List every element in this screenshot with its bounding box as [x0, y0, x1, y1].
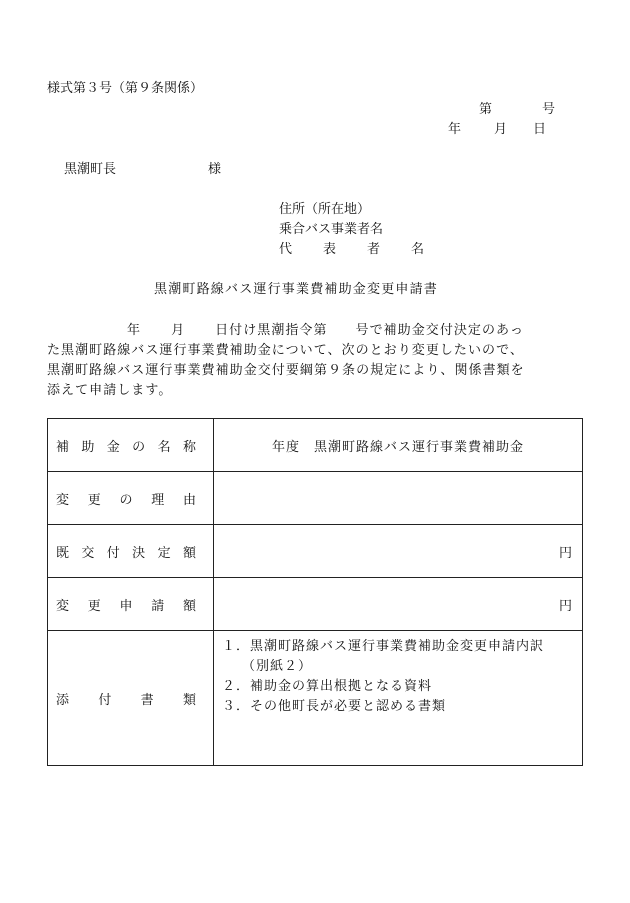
- body-number-suffix: 号で補助金交付決定のあっ: [355, 323, 525, 338]
- value-reason: [214, 472, 583, 525]
- label-char: 変: [56, 492, 70, 508]
- table-row-attachments: [48, 631, 583, 766]
- table-row-subsidy-name: [48, 419, 583, 472]
- date-month: 月: [494, 122, 508, 137]
- doc-number-suffix: 号: [542, 102, 556, 117]
- label-char: 更: [87, 598, 101, 614]
- applicant-representative: 代 表 者 名: [279, 242, 434, 257]
- body-line-3: 黒潮町路線バス運行事業費補助金交付要綱第９条の規定により、関係書類を: [47, 363, 525, 378]
- addressee-name: 黒潮町長: [64, 162, 117, 177]
- table-row-reason: [48, 472, 583, 525]
- applicant-business-name: 乗合バス事業者名: [279, 222, 384, 237]
- application-table: [47, 418, 583, 766]
- label-char: 変: [56, 598, 70, 614]
- label-char: 添: [56, 692, 70, 708]
- label-attachments: [48, 631, 214, 766]
- label-char: 既: [56, 545, 70, 561]
- attachments-list: [214, 631, 583, 766]
- body-month: 月: [171, 323, 186, 338]
- label-char: 決: [132, 545, 146, 561]
- applicant-address: 住所（所在地）: [279, 202, 371, 217]
- body-line-4: 添えて申請します。: [47, 383, 173, 398]
- table-row-decided-amount: [48, 525, 583, 578]
- label-char: 助: [81, 439, 95, 455]
- label-char: 交: [81, 545, 95, 561]
- date-day: 日: [533, 122, 547, 137]
- label-char: 申: [119, 598, 133, 614]
- body-line-1: [47, 321, 582, 341]
- body-year: 年: [127, 323, 142, 338]
- label-char: 書: [140, 692, 154, 708]
- label-reason: [48, 472, 214, 525]
- addressee: [64, 163, 221, 176]
- addressee-honorific: 様: [208, 162, 222, 177]
- value-requested-amount: 円: [214, 578, 583, 631]
- date-year: 年: [448, 122, 462, 137]
- label-char: 額: [182, 545, 196, 561]
- attachment-item-3: ３．その他町長が必要と認める書類: [222, 699, 447, 714]
- label-char: 補: [56, 439, 70, 455]
- value-subsidy-name: 年度 黒潮町路線バス運行事業費補助金: [214, 419, 583, 472]
- attachment-item-1-note: （別紙２）: [242, 659, 313, 674]
- label-char: 定: [157, 545, 171, 561]
- body-paragraph: [47, 321, 582, 401]
- label-decided-amount: [48, 525, 214, 578]
- value-decided-amount: 円: [214, 525, 583, 578]
- label-char: 理: [151, 492, 165, 508]
- form-number: 様式第３号（第９条関係）: [47, 81, 204, 96]
- body-dated-ref: 日付け黒潮指令第: [215, 323, 328, 338]
- label-char: 請: [151, 598, 165, 614]
- label-char: 類: [182, 692, 196, 708]
- label-char: の: [132, 439, 146, 455]
- label-char: 金: [106, 439, 120, 455]
- label-subsidy-name: [48, 419, 214, 472]
- label-char: 額: [182, 598, 196, 614]
- label-char: 称: [182, 439, 196, 455]
- label-char: 名: [157, 439, 171, 455]
- label-char: 付: [106, 545, 120, 561]
- body-line-2: た黒潮町路線バス運行事業費補助金について、次のとおり変更したいので、: [47, 343, 524, 358]
- doc-number-prefix: 第: [479, 102, 493, 117]
- table-row-requested-amount: [48, 578, 583, 631]
- date-line: [448, 123, 546, 136]
- label-char: 由: [182, 492, 196, 508]
- document-number: [479, 103, 555, 116]
- label-char: 更: [87, 492, 101, 508]
- label-char: の: [119, 492, 133, 508]
- attachment-item-2: ２．補助金の算出根拠となる資料: [222, 679, 433, 694]
- label-char: 付: [98, 692, 112, 708]
- attachment-item-1: １．黒潮町路線バス運行事業費補助金変更申請内訳: [222, 639, 545, 654]
- label-requested-amount: [48, 578, 214, 631]
- document-title: 黒潮町路線バス運行事業費補助金変更申請書: [154, 282, 439, 297]
